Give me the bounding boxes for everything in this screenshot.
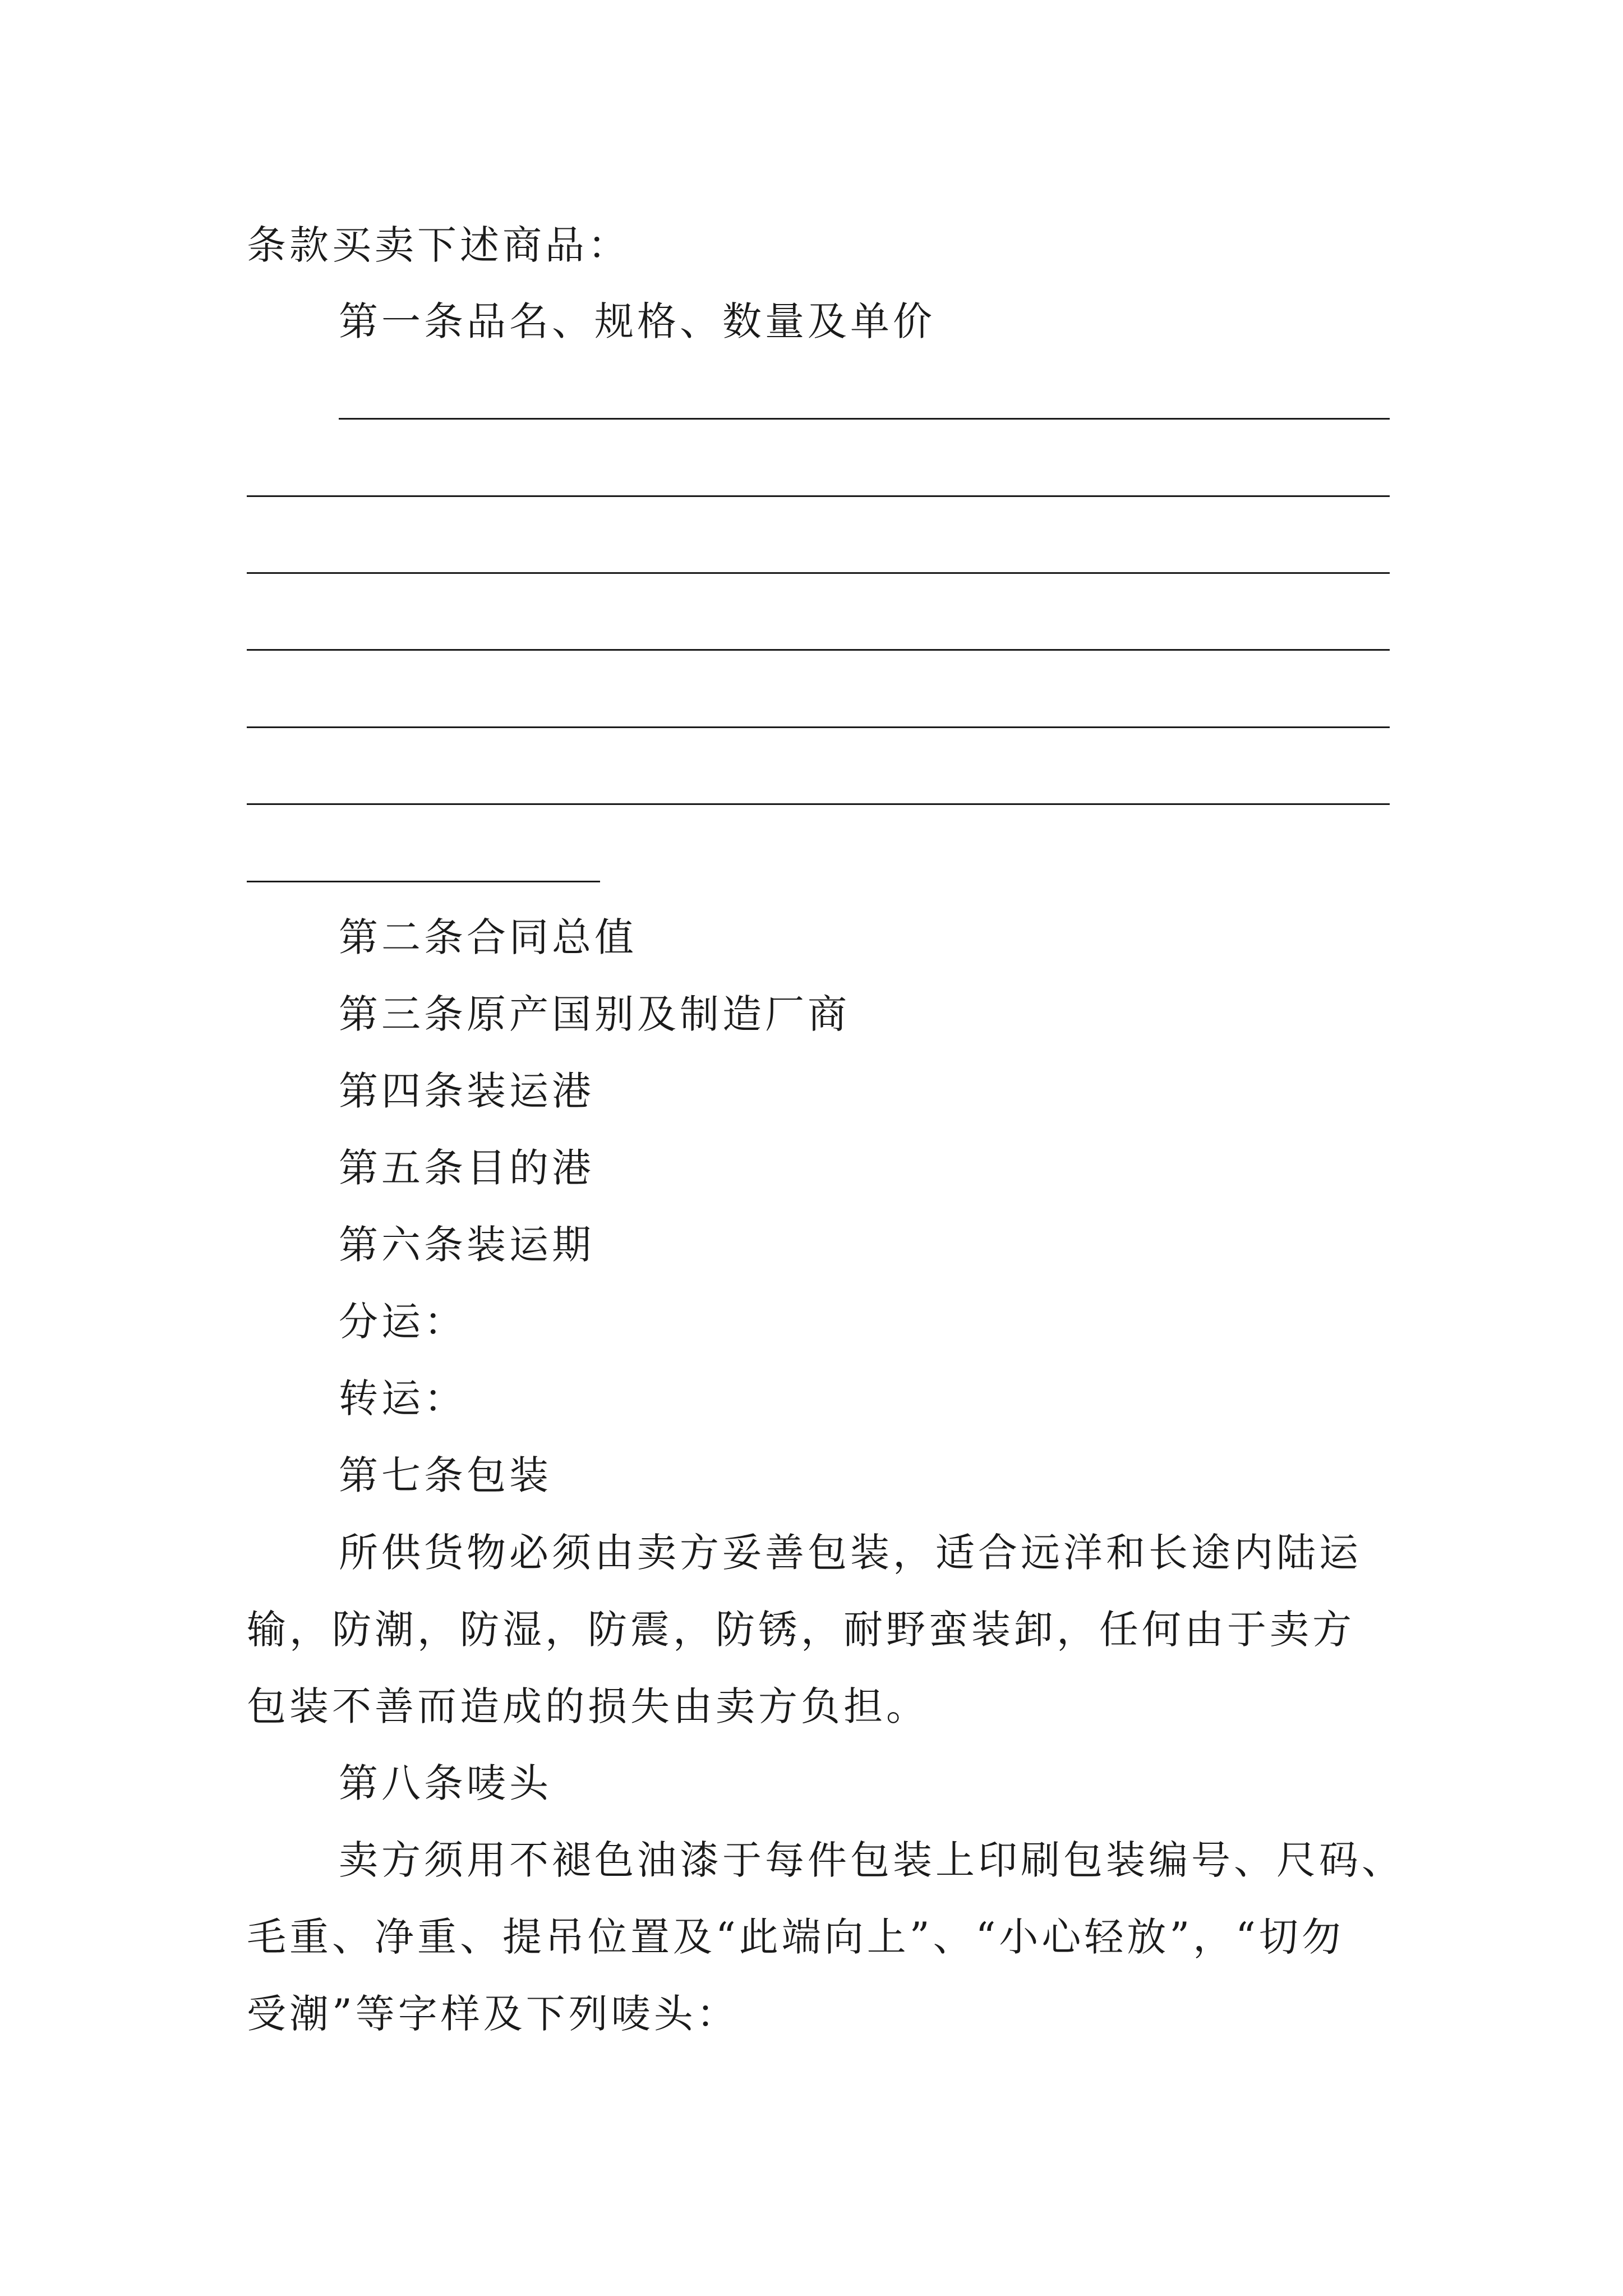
- blank-fill-line: [247, 495, 1390, 497]
- blank-fill-line: [247, 803, 1390, 805]
- article-2-heading: 第二条合同总值: [339, 914, 637, 960]
- transshipment-label: 转运：: [339, 1375, 467, 1421]
- article-3-heading: 第三条原产国别及制造厂商: [339, 991, 850, 1037]
- article-4-heading: 第四条装运港: [339, 1068, 594, 1114]
- marks-paragraph-line: 毛重、净重、提吊位置及“此端向上”、“小心轻放”，“切勿: [247, 1914, 1344, 1960]
- article-5-heading: 第五条目的港: [339, 1145, 594, 1191]
- partial-shipment-label: 分运：: [339, 1299, 467, 1345]
- article-1-heading: 第一条品名、规格、数量及单价: [339, 298, 935, 344]
- blank-fill-line: [247, 881, 600, 882]
- packing-paragraph-line: 所供货物必须由卖方妥善包装，适合远洋和长途内陆运: [339, 1530, 1362, 1576]
- article-7-heading: 第七条包装: [339, 1452, 552, 1498]
- article-8-heading: 第八条唛头: [339, 1760, 552, 1806]
- blank-fill-line: [247, 649, 1390, 651]
- blank-fill-line: [339, 418, 1390, 420]
- blank-fill-line: [247, 572, 1390, 574]
- blank-fill-line: [247, 726, 1390, 728]
- marks-paragraph-line: 受潮”等字样及下列唛头：: [247, 1991, 739, 2037]
- packing-paragraph-line: 输，防潮，防湿，防震，防锈，耐野蛮装卸，任何由于卖方: [247, 1607, 1355, 1653]
- text-line: 条款买卖下述商品：: [247, 222, 630, 268]
- marks-paragraph-line: 卖方须用不褪色油漆于每件包装上印刷包装编号、尺码、: [339, 1837, 1404, 1883]
- article-6-heading: 第六条装运期: [339, 1222, 594, 1268]
- packing-paragraph-line: 包装不善而造成的损失由卖方负担。: [247, 1683, 929, 1729]
